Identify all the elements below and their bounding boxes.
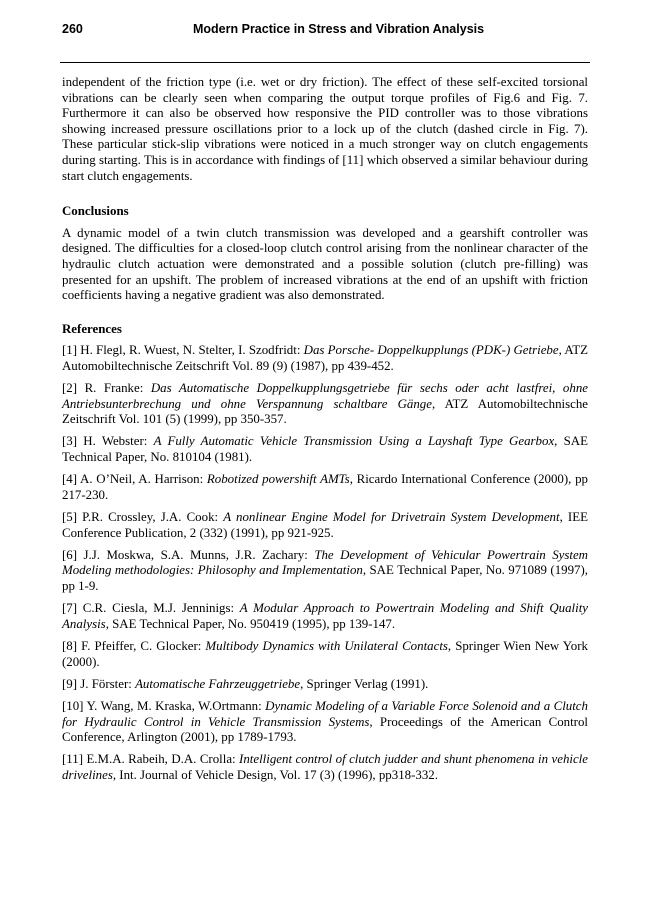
reference-authors: J. Förster: bbox=[80, 676, 136, 691]
reference-label: [7] bbox=[62, 601, 78, 616]
reference-source: , IEE Conference Publication, 2 (332) (1991), pp 921-925. bbox=[62, 510, 588, 540]
reference-label: [11] bbox=[62, 752, 83, 767]
reference-list bbox=[62, 343, 588, 783]
reference-label: [6] bbox=[62, 547, 78, 562]
reference-title: Das Automatische Doppelkupplungsgetriebe für sechs oder acht lastfrei, ohne Antriebsunterbrechung und ohne Verspannung schaltbare Gänge bbox=[62, 381, 588, 411]
reference-source: , Springer Wien New York (2000). bbox=[62, 638, 588, 669]
reference-title: A Modular Approach to Powertrain Modeling and Shift Quality Analysis bbox=[62, 601, 588, 631]
page-header bbox=[62, 22, 590, 42]
reference-title: Das Porsche- Doppelkupplungs (PDK-) Getriebe bbox=[303, 343, 559, 358]
reference-authors: H. Webster: bbox=[83, 434, 154, 449]
reference-source: , Int. Journal of Vehicle Design, Vol. 17 (3) (1996), pp318-332. bbox=[112, 767, 438, 782]
reference-label: [9] bbox=[62, 676, 78, 691]
reference-authors: E.M.A. Rabeih, D.A. Crolla: bbox=[86, 752, 240, 767]
reference-title: Multibody Dynamics with Unilateral Contacts bbox=[205, 638, 448, 653]
reference-label: [8] bbox=[62, 638, 78, 653]
reference-title: A Fully Automatic Vehicle Transmission Using a Layshaft Type Gearbox bbox=[153, 434, 555, 449]
reference-authors: P.R. Crossley, J.A. Cook: bbox=[82, 510, 224, 525]
reference-item bbox=[62, 381, 588, 428]
reference-label: [4] bbox=[62, 472, 78, 487]
reference-title: Dynamic Modeling of a Variable Force Solenoid and a Clutch for Hydraulic Control in Vehicle Transmission Systems bbox=[62, 698, 588, 729]
reference-item bbox=[62, 699, 588, 746]
reference-item bbox=[62, 343, 588, 374]
reference-source: , Springer Verlag (1991). bbox=[300, 676, 429, 691]
reference-source: , SAE Technical Paper, No. 810104 (1981). bbox=[62, 434, 588, 465]
page-number: 260 bbox=[62, 22, 83, 36]
reference-item bbox=[62, 510, 588, 541]
reference-label: [1] bbox=[62, 343, 78, 358]
page-body bbox=[62, 75, 588, 790]
reference-title: The Development of Vehicular Powertrain System Modeling methodologies: Philosophy and Implementation bbox=[62, 547, 588, 578]
reference-authors: F. Pfeiffer, C. Glocker: bbox=[81, 638, 206, 653]
reference-authors: J.J. Moskwa, S.A. Munns, J.R. Zachary: bbox=[83, 547, 315, 562]
reference-title: Robotized powershift AMTs bbox=[206, 472, 350, 487]
reference-item bbox=[62, 434, 588, 465]
header-divider bbox=[60, 62, 590, 63]
reference-label: [2] bbox=[62, 381, 78, 396]
reference-title: Automatische Fahrzeuggetriebe bbox=[135, 676, 301, 691]
intro-paragraph: independent of the friction type (i.e. wet or dry friction). The effect of these self-excited torsional vibrations can be clearly seen when comparing the output torque profiles of Fig.6 and Fig. 7. Furthermore it can also be observed how responsive the PID controller was to those vibrations showing increased pressure oscillations prior to a lock up of the clutch (dashed circle in Fig. 7). These particular stick-slip vibrations were noticed in a much stronger way on clutch engagements during starting. This is in accordance with findings of [11] which observed a similar behaviour during start clutch engagements. bbox=[62, 75, 588, 183]
reference-label: [3] bbox=[62, 434, 78, 449]
reference-item bbox=[62, 548, 588, 595]
reference-item bbox=[62, 601, 588, 632]
reference-source: , Proceedings of the American Control Conference, Arlington (2001), pp 1789-1793. bbox=[62, 714, 588, 745]
reference-label: [5] bbox=[62, 510, 78, 525]
reference-label: [10] bbox=[62, 698, 84, 713]
reference-title: A nonlinear Engine Model for Drivetrain System Development bbox=[223, 510, 560, 525]
reference-source: , ATZ Automobiltechnische Zeitschrift Vol. 89 (9) (1987), pp 439-452. bbox=[62, 343, 588, 373]
reference-authors: A. O’Neil, A. Harrison: bbox=[80, 472, 207, 487]
reference-item bbox=[62, 472, 588, 503]
reference-authors: R. Franke: bbox=[84, 381, 151, 396]
reference-authors: Y. Wang, M. Kraska, W.Ortmann: bbox=[86, 698, 266, 713]
reference-authors: C.R. Ciesla, M.J. Jenninigs: bbox=[82, 601, 240, 616]
reference-source: , ATZ Automobiltechnische Zeitschrift Vol. 101 (5) (1999), pp 350-357. bbox=[62, 396, 588, 427]
conclusions-paragraph: A dynamic model of a twin clutch transmission was developed and a gearshift controller was designed. The difficulties for a closed-loop clutch control arising from the nonlinear character of the hydraulic clutch actuation were demonstrated and a possible solution (clutch pre-filling) was presented for an upshift. The problem of increased vibrations at the end of an upshift with friction coefficients having a negative gradient was also demonstrated. bbox=[62, 225, 588, 303]
reference-title: Intelligent control of clutch judder and shunt phenomena in vehicle drivelines bbox=[62, 752, 588, 782]
reference-source: , SAE Technical Paper, No. 950419 (1995), pp 139-147. bbox=[105, 616, 396, 631]
reference-source: , SAE Technical Paper, No. 971089 (1997), pp 1-9. bbox=[62, 563, 589, 593]
reference-source: , Ricardo International Conference (2000), pp 217-230. bbox=[62, 472, 588, 502]
conclusions-heading: Conclusions bbox=[62, 204, 129, 219]
reference-item bbox=[62, 677, 588, 693]
reference-item bbox=[62, 752, 588, 783]
running-title: Modern Practice in Stress and Vibration Analysis bbox=[193, 22, 485, 36]
reference-authors: H. Flegl, R. Wuest, N. Stelter, I. Szodfridt: bbox=[80, 343, 304, 358]
reference-item bbox=[62, 639, 588, 670]
references-heading: References bbox=[62, 321, 122, 336]
